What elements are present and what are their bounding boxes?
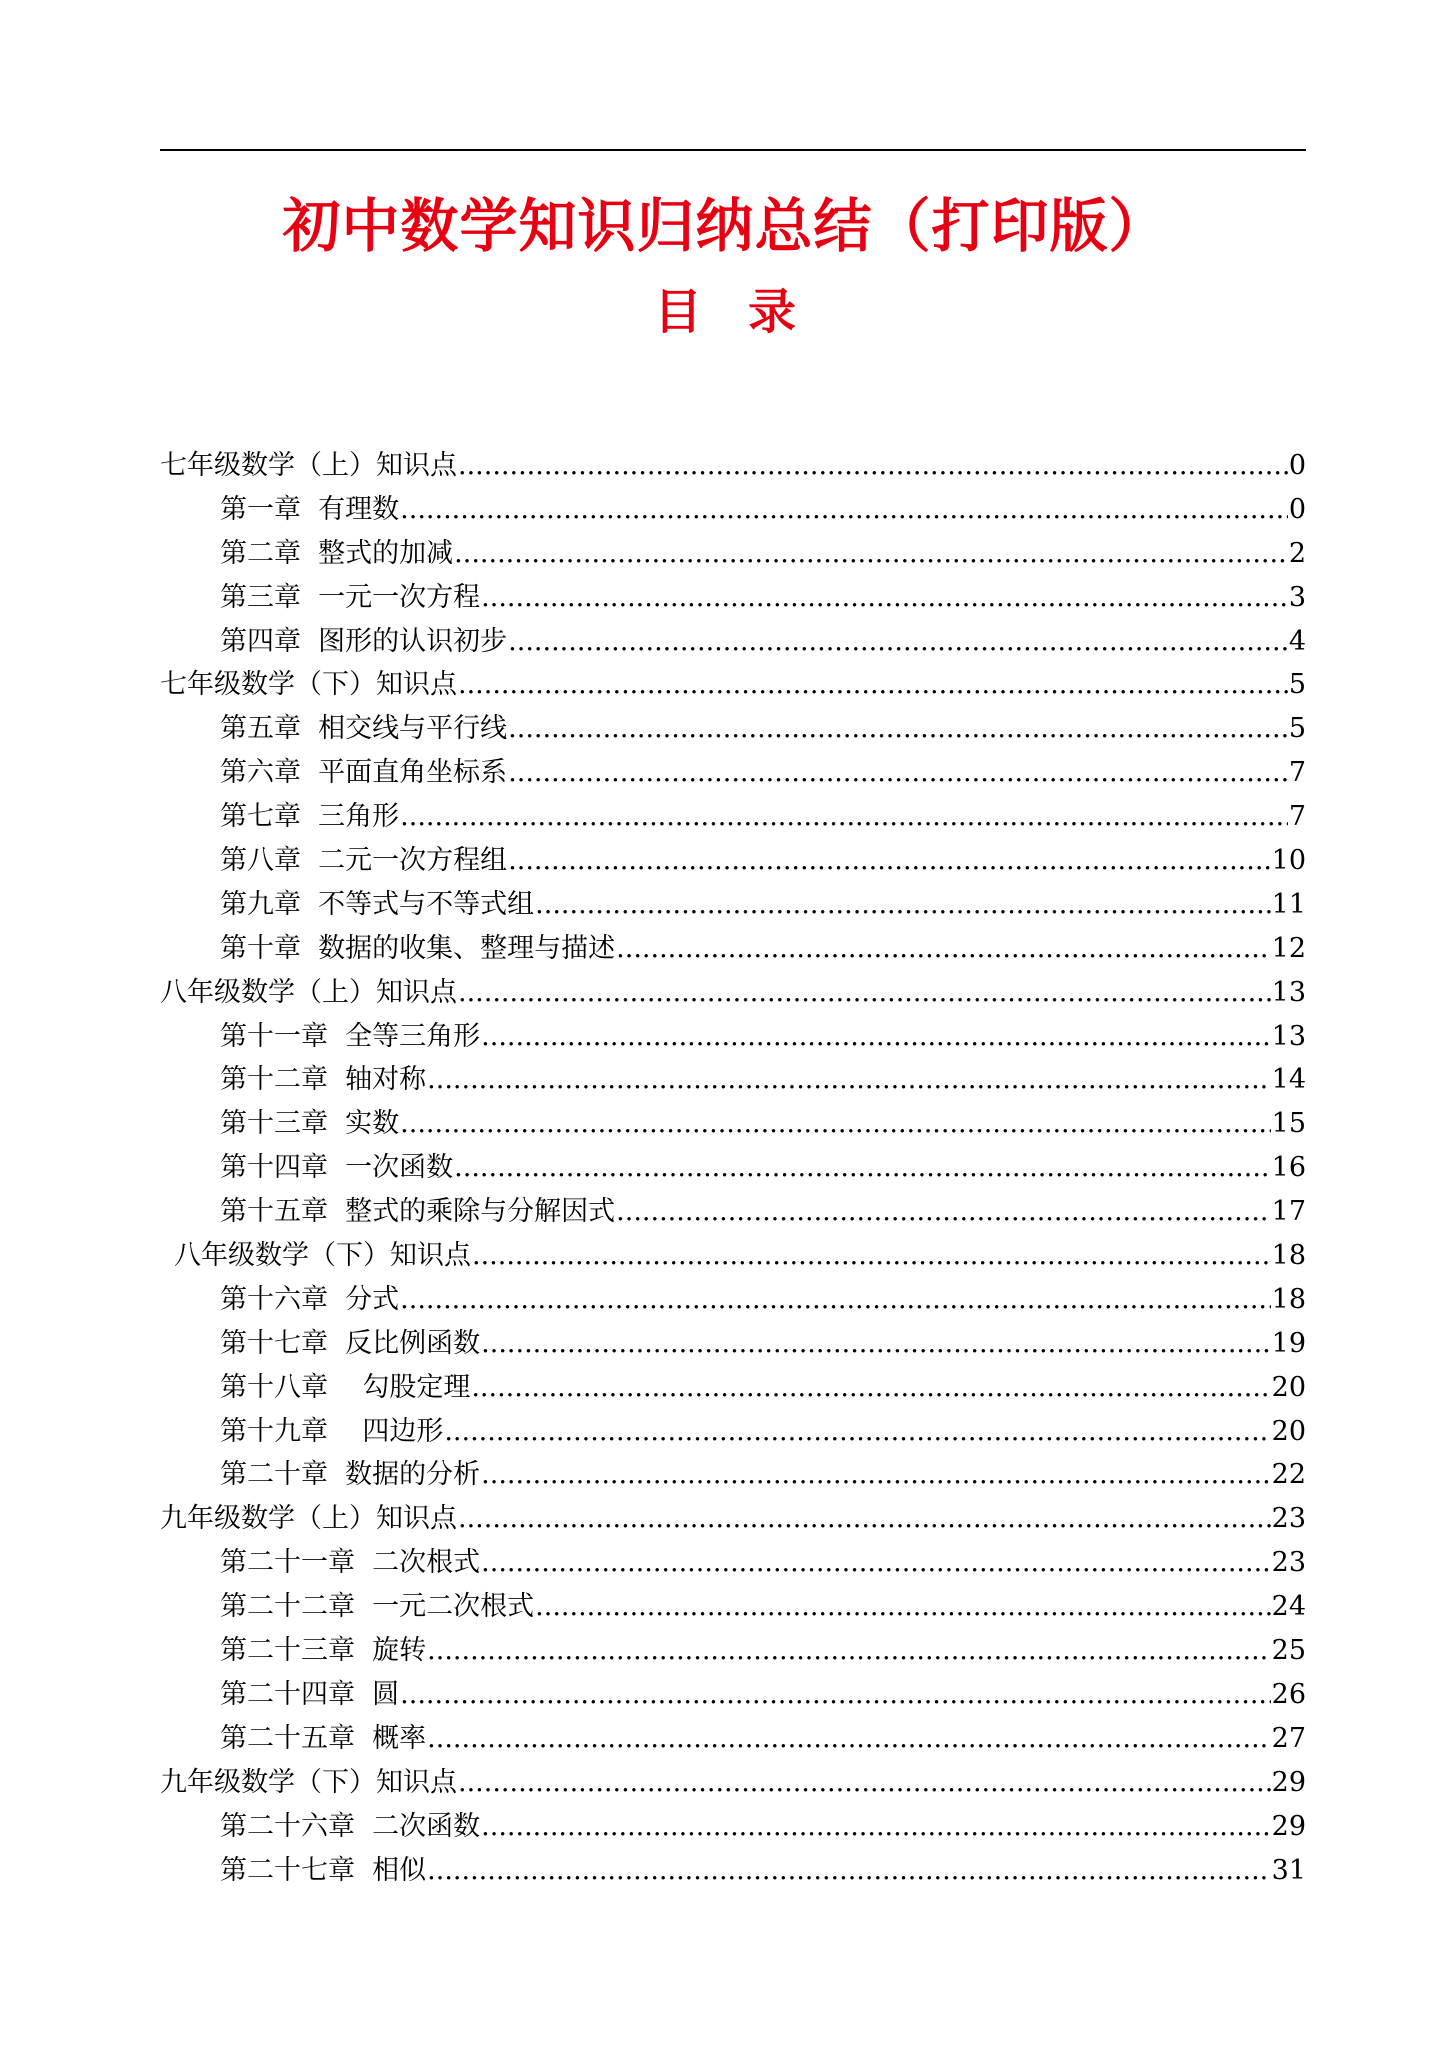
toc-entry-title: 第十八章 勾股定理 — [220, 1371, 471, 1403]
toc-page-number: 24 — [1271, 1591, 1306, 1623]
toc-entry-title: 第十三章 实数 — [220, 1108, 400, 1140]
toc-section-entry[interactable] — [160, 971, 1306, 1015]
toc-page-number: 5 — [1288, 669, 1306, 701]
toc-entry-title: 九年级数学（下）知识点 — [160, 1766, 457, 1798]
toc-chapter-entry[interactable] — [160, 532, 1306, 576]
toc-page-number: 29 — [1271, 1810, 1306, 1842]
header-rule — [160, 149, 1306, 151]
toc-entry-title: 第九章 不等式与不等式组 — [220, 888, 535, 920]
toc-page-number: 15 — [1271, 1108, 1306, 1140]
toc-entry-title: 第八章 二元一次方程组 — [220, 845, 508, 877]
toc-dot-leader — [481, 1015, 1270, 1059]
toc-dot-leader — [508, 620, 1288, 664]
toc-entry-title: 八年级数学（上）知识点 — [160, 976, 457, 1008]
toc-page-number: 3 — [1288, 581, 1306, 613]
toc-chapter-entry[interactable] — [160, 1102, 1306, 1146]
toc-entry-title: 第二十二章 一元二次根式 — [220, 1591, 535, 1623]
toc-chapter-entry[interactable] — [160, 1366, 1306, 1410]
toc-dot-leader — [508, 707, 1288, 751]
toc-page-number: 13 — [1271, 976, 1306, 1008]
toc-dot-leader — [427, 1058, 1270, 1102]
toc-entry-title: 第十章 数据的收集、整理与描述 — [220, 932, 616, 964]
toc-page-number: 14 — [1271, 1064, 1306, 1096]
toc-chapter-entry[interactable] — [160, 488, 1306, 532]
toc-dot-leader — [427, 1717, 1270, 1761]
toc-entry-title: 第五章 相交线与平行线 — [220, 713, 508, 745]
toc-entry-title: 七年级数学（下）知识点 — [160, 669, 457, 701]
toc-dot-leader — [481, 1322, 1270, 1366]
toc-chapter-entry[interactable] — [160, 1849, 1306, 1893]
toc-page-number: 2 — [1288, 537, 1306, 569]
toc-page-number: 7 — [1288, 801, 1306, 833]
toc-dot-leader — [508, 751, 1288, 795]
toc-page-number: 25 — [1271, 1635, 1306, 1667]
toc-dot-leader — [400, 795, 1288, 839]
toc-chapter-entry[interactable] — [160, 795, 1306, 839]
toc-entry-title: 第一章 有理数 — [220, 493, 400, 525]
toc-chapter-entry[interactable] — [160, 1058, 1306, 1102]
toc-dot-leader — [400, 1278, 1270, 1322]
toc-entry-title: 第二十一章 二次根式 — [220, 1547, 481, 1579]
toc-entry-title: 第十九章 四边形 — [220, 1415, 444, 1447]
toc-dot-leader — [458, 663, 1288, 707]
toc-page-number: 7 — [1288, 757, 1306, 789]
toc-chapter-entry[interactable] — [160, 1278, 1306, 1322]
toc-entry-title: 第三章 一元一次方程 — [220, 581, 481, 613]
toc-entry-title: 第二十四章 圆 — [220, 1678, 400, 1710]
toc-page-number: 20 — [1271, 1371, 1306, 1403]
toc-entry-title: 第十四章 一次函数 — [220, 1152, 454, 1184]
toc-dot-leader — [508, 839, 1270, 883]
toc-page-number: 20 — [1271, 1415, 1306, 1447]
toc-section-entry[interactable] — [160, 663, 1306, 707]
toc-dot-leader — [458, 444, 1288, 488]
toc-chapter-entry[interactable] — [160, 1322, 1306, 1366]
toc-entry-title: 第二十七章 相似 — [220, 1854, 427, 1886]
toc-chapter-entry[interactable] — [160, 1585, 1306, 1629]
toc-dot-leader — [535, 883, 1270, 927]
toc-page-number: 4 — [1288, 625, 1306, 657]
toc-dot-leader — [444, 1410, 1270, 1454]
toc-chapter-entry[interactable] — [160, 1146, 1306, 1190]
toc-dot-leader — [458, 971, 1271, 1015]
toc-chapter-entry[interactable] — [160, 1541, 1306, 1585]
toc-chapter-entry[interactable] — [160, 707, 1306, 751]
toc-section-entry[interactable] — [160, 1761, 1306, 1805]
toc-page-number: 12 — [1271, 932, 1306, 964]
toc-entry-title: 八年级数学（下）知识点 — [174, 1240, 471, 1272]
toc-chapter-entry[interactable] — [160, 1805, 1306, 1849]
toc-entry-title: 第二十六章 二次函数 — [220, 1810, 481, 1842]
toc-chapter-entry[interactable] — [160, 1717, 1306, 1761]
toc-dot-leader — [481, 1453, 1270, 1497]
toc-entry-title: 第七章 三角形 — [220, 801, 400, 833]
toc-chapter-entry[interactable] — [160, 1410, 1306, 1454]
toc-dot-leader — [400, 1102, 1270, 1146]
toc-heading: 目录 — [653, 284, 842, 340]
toc-chapter-entry[interactable] — [160, 576, 1306, 620]
document-title: 初中数学知识归纳总结（打印版） — [282, 192, 1168, 260]
toc-page-number: 10 — [1271, 845, 1306, 877]
toc-entry-title: 第十五章 整式的乘除与分解因式 — [220, 1196, 616, 1228]
toc-entry-title: 第十七章 反比例函数 — [220, 1327, 481, 1359]
toc-section-entry[interactable] — [160, 1497, 1306, 1541]
toc-dot-leader — [481, 576, 1288, 620]
toc-entry-title: 第四章 图形的认识初步 — [220, 625, 508, 657]
toc-page-number: 31 — [1271, 1854, 1306, 1886]
toc-chapter-entry[interactable] — [160, 751, 1306, 795]
toc-page-number: 13 — [1271, 1020, 1306, 1052]
toc-entry-title: 第十六章 分式 — [220, 1283, 400, 1315]
toc-page-number: 0 — [1288, 450, 1306, 481]
toc-page-number: 17 — [1271, 1196, 1306, 1228]
toc-page-number: 26 — [1271, 1678, 1306, 1710]
toc-dot-leader — [616, 1190, 1270, 1234]
toc-chapter-entry[interactable] — [160, 1673, 1306, 1717]
toc-entry-title: 第二十章 数据的分析 — [220, 1459, 481, 1491]
toc-dot-leader — [400, 1673, 1270, 1717]
toc-dot-leader — [535, 1585, 1270, 1629]
toc-chapter-entry[interactable] — [160, 1453, 1306, 1497]
toc-dot-leader — [458, 1497, 1271, 1541]
toc-entry-title: 第二章 整式的加减 — [220, 537, 454, 569]
toc-entry-title: 第十二章 轴对称 — [220, 1064, 427, 1096]
toc-entry-title: 第十一章 全等三角形 — [220, 1020, 481, 1052]
toc-chapter-entry[interactable] — [160, 1629, 1306, 1673]
toc-page-number: 22 — [1271, 1459, 1306, 1491]
toc-dot-leader — [458, 1761, 1271, 1805]
toc-dot-leader — [472, 1234, 1271, 1278]
table-of-contents — [160, 444, 1306, 1892]
toc-dot-leader — [616, 927, 1270, 971]
toc-section-entry[interactable] — [160, 444, 1306, 488]
toc-chapter-entry[interactable] — [160, 883, 1306, 927]
toc-page-number: 16 — [1271, 1152, 1306, 1184]
toc-dot-leader — [454, 1146, 1270, 1190]
toc-section-entry[interactable] — [160, 1234, 1306, 1278]
toc-chapter-entry[interactable] — [160, 620, 1306, 664]
toc-page-number: 5 — [1288, 713, 1306, 745]
toc-entry-title: 第六章 平面直角坐标系 — [220, 757, 508, 789]
toc-page-number: 19 — [1271, 1327, 1306, 1359]
toc-chapter-entry[interactable] — [160, 1190, 1306, 1234]
toc-dot-leader — [400, 488, 1288, 532]
toc-entry-title: 九年级数学（上）知识点 — [160, 1503, 457, 1535]
toc-page-number: 23 — [1271, 1503, 1306, 1535]
toc-dot-leader — [454, 532, 1288, 576]
toc-chapter-entry[interactable] — [160, 1015, 1306, 1059]
toc-page-number: 0 — [1288, 493, 1306, 525]
toc-dot-leader — [481, 1805, 1270, 1849]
toc-dot-leader — [481, 1541, 1270, 1585]
toc-dot-leader — [427, 1849, 1270, 1893]
toc-dot-leader — [471, 1366, 1270, 1410]
toc-dot-leader — [427, 1629, 1270, 1673]
toc-page-number: 23 — [1271, 1547, 1306, 1579]
toc-chapter-entry[interactable] — [160, 839, 1306, 883]
toc-entry-title: 第二十三章 旋转 — [220, 1635, 427, 1667]
toc-entry-title: 第二十五章 概率 — [220, 1722, 427, 1754]
toc-entry-title: 七年级数学（上）知识点 — [160, 450, 457, 481]
toc-page-number: 18 — [1271, 1283, 1306, 1315]
toc-chapter-entry[interactable] — [160, 927, 1306, 971]
toc-page-number: 29 — [1271, 1766, 1306, 1798]
toc-page-number: 11 — [1271, 888, 1306, 920]
toc-page-number: 27 — [1271, 1722, 1306, 1754]
toc-page-number: 18 — [1271, 1240, 1306, 1272]
